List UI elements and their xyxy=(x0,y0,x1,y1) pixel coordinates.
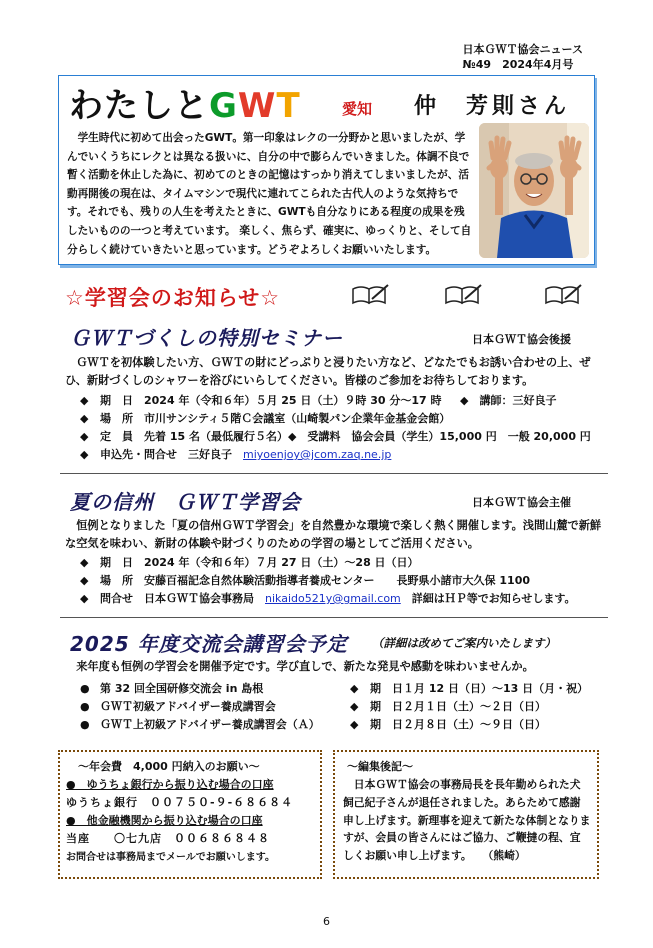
summer-note: 日本ＧＷＴ協会主催 xyxy=(472,496,571,509)
postscript-body: 日本ＧＷＴ協会の事務局長を長年勤められた犬飼己紀子さんが退任されました。あらためて感謝申し上げます。新理事を迎えて新たな体制となりますが、会員の皆さんにはご協力、ご鞭撻の程、宜しくお願い申し上げます。 （熊崎） xyxy=(343,778,591,863)
fee-other-head: ● 他金融機関から振り込む場合の口座 xyxy=(66,814,263,827)
fee-title: ～年会費 4,000 円納入のお願い～ xyxy=(78,760,260,773)
summer-body: 恒例となりました「夏の信州ＧＷＴ学習会」を自然豊かな環境で楽しく熱く開催します。浅間山麓で新鮮な空気を味わい、新財の体験や財づくりのための学習の場としてご活用ください。 xyxy=(65,519,602,550)
intro-box xyxy=(58,75,595,265)
plan-item-date: ◆ 期 日２月１日（土）～２日（日） xyxy=(350,700,546,713)
plan-item: ● 第 32 回全国研修交流会 in 島根 xyxy=(80,682,264,695)
seminar-lecturer: ◆ 講師：三好良子 xyxy=(460,394,557,407)
summer-title: 夏の信州 ＧＷＴ学習会 xyxy=(70,490,301,514)
prefecture: 愛知 xyxy=(342,100,373,118)
issue-number: №49 2024年4月号 xyxy=(462,58,574,71)
plan-note: （詳細は改めてご案内いたします） xyxy=(372,636,556,650)
book-pen-icon xyxy=(443,283,483,305)
newsletter-name: 日本ＧＷＴ協会ニュース xyxy=(462,43,583,56)
summer-email-link[interactable]: nikaido521y@gmail.com xyxy=(265,592,401,605)
person-photo-graphic xyxy=(479,123,589,258)
seminar-note: 日本ＧＷＴ協会後援 xyxy=(472,333,571,346)
person-name: 仲 芳則さん xyxy=(414,94,571,119)
seminar-place: ◆ 場 所 市川サンシティ５階Ｃ会議室（山崎製パン企業年金基金会館） xyxy=(80,412,451,425)
plan-item-date: ◆ 期 日１月 12 日（日）～13 日（月・祝） xyxy=(350,682,589,695)
fee-yucho-account: ゆうちょ銀行 ００７５０-９-６８６８４ xyxy=(66,796,294,809)
seminar-date: ◆ 期 日 2024 年（令和６年）５月 25 日（土）９時 30 分～17 時 xyxy=(80,394,442,407)
intro-title-g: G xyxy=(209,86,238,126)
seminar-email-link[interactable]: miyoenjoy@jcom.zaq.ne.jp xyxy=(243,448,392,461)
seminar-apply: ◆ 申込先・問合せ 三好良子 miyoenjoy@jcom.zaq.ne.jp xyxy=(80,448,392,461)
section-divider xyxy=(60,473,608,474)
summer-contact: ◆ 問合せ 日本ＧＷＴ協会事務局 nikaido521y@gmail.com 詳細はＨＰ等でお知らせします。 xyxy=(80,592,576,605)
postscript-title: ～編集後記～ xyxy=(347,760,413,773)
intro-title xyxy=(69,78,301,127)
plan-item: ● ＧＷＴ上初級アドバイザー養成講習会（Ａ） xyxy=(80,718,320,731)
fee-inquiry: お問合せは事務局までメールでお願いします。 xyxy=(66,852,275,863)
summer-place: ◆ 場 所 安藤百福記念自然体験活動指導者養成センター 長野県小諸市大久保 1100 xyxy=(80,574,531,587)
postscript-signature: （熊崎） xyxy=(487,849,526,863)
notice-title: ☆学習会のお知らせ☆ xyxy=(65,286,281,310)
fee-box xyxy=(58,750,322,879)
seminar-capacity: ◆ 定 員 先着 15 名（最低履行５名）◆ 受講料 協会会員（学生）15,000 円 一般 20,000 円 xyxy=(80,430,591,443)
person-photo xyxy=(479,123,589,258)
seminar-title: ＧＷＴづくしの特別セミナー xyxy=(70,326,343,350)
plan-body: 来年度も恒例の学習会を開催予定です。学び直しで、新たな発見や感動を味わいませんか。 xyxy=(76,660,534,673)
intro-body: 学生時代に初めて出会ったGWT。第一印象はレクの一分野かと思いましたが、学んでいくうちにレクとは異なる扱いに、自分の中で膨らんでいきました。体調不良で暫く活動を休止した為に、初めてのときの記憶はすっかり消えてしまいましたが、活動再開後の現在は、タイムマシンで現代に連れてこられた古代人のような気持ちです。それでも、残りの人生を考えたときに、GWTも自分なりにある程度の成果を残したいものの一つと考えています。 楽しく、焦らず、確実に、ゆっくりと、そして自分らしく続けていきたいと思っています。どうぞよろしくお願いいたします。 xyxy=(67,132,472,256)
fee-other-account: 当座 〇七九店 ００６８６８４８ xyxy=(66,832,270,845)
plan-item: ● ＧＷＴ初級アドバイザー養成講習会 xyxy=(80,700,276,713)
intro-title-t: T xyxy=(276,86,301,126)
book-pen-icon xyxy=(543,283,583,305)
page-number: 6 xyxy=(323,915,330,928)
seminar-body: ＧＷＴを初体験したい方、ＧＷＴの財にどっぷりと浸りたい方など、どなたでもお誘い合わせの上、ぜひ、新財づくしのシャワーを浴びにいらしてください。皆様のご参加をお待ちしております。 xyxy=(65,356,591,387)
plan-item-date: ◆ 期 日２月８日（土）～９日（日） xyxy=(350,718,546,731)
book-pen-icon xyxy=(350,283,390,305)
fee-yucho-head: ● ゆうちょ銀行から振り込む場合の口座 xyxy=(66,778,274,791)
intro-title-prefix: わたしと xyxy=(69,86,209,126)
postscript-box xyxy=(333,750,599,879)
section-divider xyxy=(60,617,608,618)
plan-title: 2025 年度交流会講習会予定 xyxy=(70,632,348,656)
summer-date: ◆ 期 日 2024 年（令和６年）７月 27 日（土）～28 日（日） xyxy=(80,556,419,569)
intro-title-w: W xyxy=(237,86,277,126)
newsletter-header xyxy=(463,42,583,72)
